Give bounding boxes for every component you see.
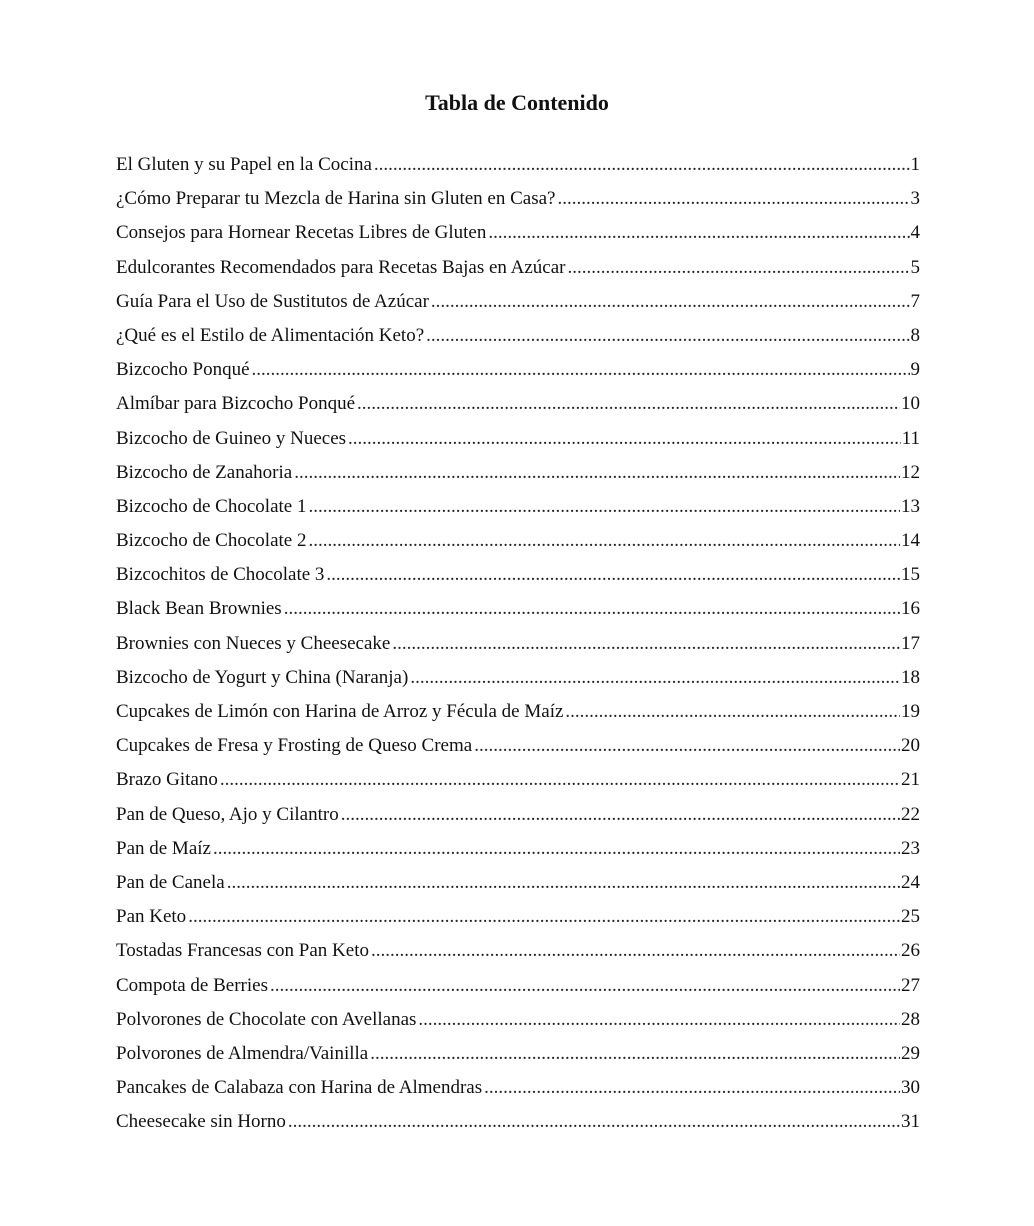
toc-entry-title: Edulcorantes Recomendados para Recetas Bajas en Azúcar [116,256,566,278]
toc-page-number: 13 [901,495,920,517]
page-title: Tabla de Contenido [425,89,609,115]
toc-entry[interactable] [116,424,920,458]
toc-entry[interactable] [116,355,920,389]
toc-dot-leader [326,560,900,590]
toc-page-number: 7 [910,290,920,312]
toc-entry[interactable] [116,663,920,697]
toc-entry-title: Pan Keto [116,906,187,928]
toc-entry-title: El Gluten y su Papel en la Cocina [116,154,372,175]
toc-dot-leader [474,731,900,761]
toc-page-number: 27 [901,974,920,996]
toc-entry-title: Pancakes de Calabaza con Harina de Almendras [116,1077,483,1099]
toc-entry[interactable] [116,253,920,287]
toc-entry[interactable] [116,1107,920,1141]
toc-dot-leader [213,834,900,864]
toc-entry-title: ¿Qué es el Estilo de Alimentación Keto? [116,324,425,346]
toc-entry-title: Pan de Queso, Ajo y Cilantro [116,803,339,825]
toc-entry[interactable] [116,594,920,628]
toc-page-number: 11 [901,427,920,449]
toc-entry-title: Brownies con Nueces y Cheesecake [116,632,391,654]
toc-entry-title: Cupcakes de Fresa y Frosting de Queso Crema [116,735,473,757]
toc-entry-title: Bizcochitos de Chocolate 3 [116,564,325,586]
toc-dot-leader [557,184,909,214]
toc-page-number: 24 [901,871,920,893]
toc-entry-title: Consejos para Hornear Recetas Libres de Gluten [116,222,487,244]
toc-entry-title: Bizcocho de Chocolate 1 [116,495,307,517]
toc-dot-leader [370,1039,900,1069]
toc-entry-title: Compota de Berries [116,974,268,996]
toc-page-number: 25 [901,906,920,928]
toc-dot-leader [294,458,900,488]
toc-entry[interactable] [116,868,920,902]
toc-entry-title: Almíbar para Bizcocho Ponqué [116,393,356,415]
toc-dot-leader [488,218,909,248]
toc-page-number: 1 [910,154,920,175]
toc-entry[interactable] [116,1039,920,1073]
toc-page-number: 4 [910,222,920,244]
toc-dot-leader [252,355,910,385]
toc-entry[interactable] [116,150,920,184]
toc-entry-title: Black Bean Brownies [116,598,282,620]
toc-entry[interactable] [116,389,920,423]
toc-entry-title: Brazo Gitano [116,769,218,791]
toc-entry[interactable] [116,1073,920,1107]
toc-entry[interactable] [116,731,920,765]
toc-dot-leader [426,321,909,351]
toc-page-number: 3 [910,188,920,210]
toc-entry-title: Bizcocho de Guineo y Nueces [116,427,347,449]
toc-page-number: 22 [901,803,920,825]
toc-entry[interactable] [116,765,920,799]
toc-dot-leader [392,629,900,659]
toc-entry-title: ¿Cómo Preparar tu Mezcla de Harina sin Gluten en Casa? [116,188,556,210]
toc-entry[interactable] [116,1005,920,1039]
toc-page-number: 17 [901,632,920,654]
toc-entry[interactable] [116,936,920,970]
toc-page-number: 21 [901,769,920,791]
toc-page-number: 31 [901,1111,920,1133]
toc-dot-leader [348,424,901,454]
toc-page-number: 26 [901,940,920,962]
toc-entry[interactable] [116,834,920,868]
toc-entry[interactable] [116,971,920,1005]
toc-dot-leader [371,936,900,966]
toc-dot-leader [308,526,900,556]
toc-page-number: 23 [901,837,920,859]
toc-dot-leader [431,287,910,317]
toc-page-number: 9 [910,359,920,381]
toc-entry-title: Cheesecake sin Horno [116,1111,286,1133]
toc-entry-title: Bizcocho de Zanahoria [116,461,293,483]
toc-entry[interactable] [116,458,920,492]
toc-entry[interactable] [116,697,920,731]
toc-dot-leader [270,971,900,1001]
toc-page-number: 29 [901,1042,920,1064]
toc-page-number: 15 [901,564,920,586]
toc-entry[interactable] [116,560,920,594]
toc-dot-leader [288,1107,900,1137]
toc-page-number: 30 [901,1077,920,1099]
toc-entry-title: Bizcocho de Chocolate 2 [116,530,307,552]
toc-dot-leader [341,800,900,830]
toc-page-number: 5 [910,256,920,278]
toc-dot-leader [227,868,900,898]
toc-dot-leader [284,594,900,624]
toc-entry[interactable] [116,492,920,526]
toc-entry-title: Pan de Canela [116,871,225,893]
toc-dot-leader [484,1073,900,1103]
toc-entry-title: Polvorones de Chocolate con Avellanas [116,1008,417,1030]
toc-dot-leader [374,150,910,180]
toc-dot-leader [567,253,909,283]
toc-entry[interactable] [116,902,920,936]
toc-entry[interactable] [116,184,920,218]
toc-page-number: 28 [901,1008,920,1030]
toc-entry-title: Tostadas Francesas con Pan Keto [116,940,369,962]
toc-dot-leader [418,1005,900,1035]
toc-entry-title: Pan de Maíz [116,837,211,859]
toc-page-number: 18 [901,666,920,688]
toc-page-number: 12 [901,461,920,483]
toc-page-number: 14 [901,530,920,552]
toc-entry[interactable] [116,218,920,252]
toc-entry-title: Bizcocho Ponqué [116,359,250,381]
toc-page-number: 16 [901,598,920,620]
toc-dot-leader [565,697,900,727]
toc-dot-leader [410,663,900,693]
toc-dot-leader [220,765,900,795]
toc-entry[interactable] [116,800,920,834]
toc-page-number: 8 [910,324,920,346]
toc-page-number: 19 [901,701,920,722]
toc-dot-leader [308,492,900,522]
toc-page-number: 20 [901,735,920,757]
toc-page-number: 10 [901,393,920,415]
toc-entry-title: Polvorones de Almendra/Vainilla [116,1042,369,1064]
toc-entry[interactable] [116,321,920,355]
toc-dot-leader [357,389,900,419]
toc-entry-title: Bizcocho de Yogurt y China (Naranja) [116,666,409,688]
toc-entry[interactable] [116,629,920,663]
toc-entry[interactable] [116,526,920,560]
toc-entry-title: Guía Para el Uso de Sustitutos de Azúcar [116,290,429,312]
toc-entry[interactable] [116,287,920,321]
toc-dot-leader [188,902,900,932]
table-of-contents [116,150,920,1141]
toc-entry-title: Cupcakes de Limón con Harina de Arroz y Fécula de Maíz [116,701,564,722]
